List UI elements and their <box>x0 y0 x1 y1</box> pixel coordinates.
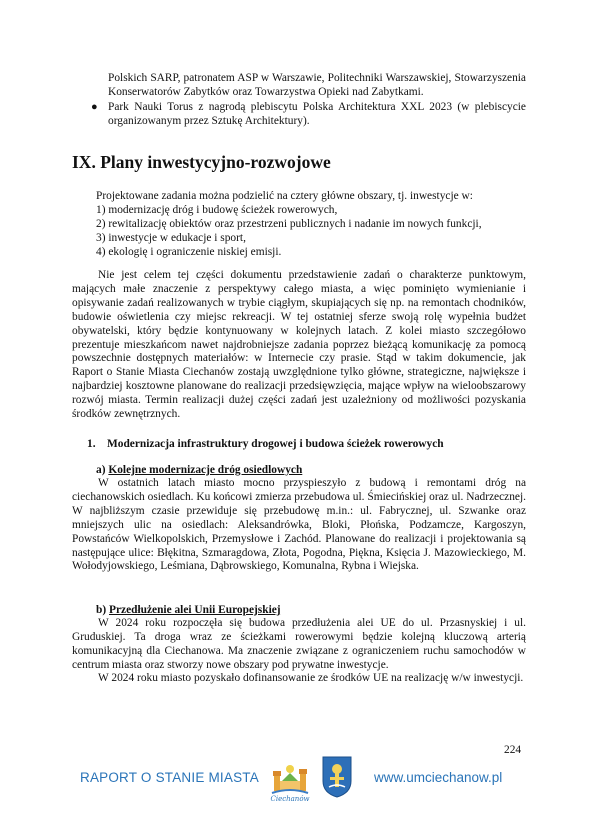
intro-line: 3) inwestycje w edukacje i sport, <box>96 231 246 244</box>
item-b-paragraph-1: W 2024 roku rozpoczęła się budowa przedłużenia alei UE do ul. Przasnyskiej i ul. Gruduskiej. Ta droga wraz ze ścieżkami rowerowymi będzie kolejną kluczową arterią komunikacyjną dla Ciechanowa. Ma znaczenie związane z ograniczeniem ruchu samochodów w centrum miasta oraz stworzy nowe obszary pod prywatne inwestycje. <box>72 617 526 671</box>
footer-website: www.umciechanow.pl <box>374 770 503 785</box>
item-a-heading <box>96 463 302 477</box>
subsection-title: Modernizacja infrastruktury drogowej i budowa ścieżek rowerowych <box>107 438 444 450</box>
intro-line: Projektowane zadania można podzielić na cztery główne obszary, tj. inwestycje w: <box>96 190 473 202</box>
bullet-list-item <box>91 101 526 129</box>
bullet-text: Park Nauki Torus z nagrodą plebiscytu Polska Architektura XXL 2023 (w plebiscycie organizowanym przez Sztukę Architektury). <box>108 101 526 127</box>
intro-line: 2) rewitalizację obiektów oraz przestrzeni publicznych i nadanie im nowych funkcji, <box>96 217 482 230</box>
bullet-icon: ● <box>91 101 98 113</box>
item-a-title: Kolejne modernizacje dróg osiedlowych <box>108 464 303 476</box>
continuation-text: Polskich SARP, patronatem ASP w Warszawie, Politechniki Warszawskiej, Stowarzyszenia Konserwatorów Zabytków oraz Towarzystwa Opieki nad Zabytkami. <box>108 72 526 98</box>
section-intro <box>96 190 526 260</box>
section-title: IX. Plany inwestycyjno-rozwojowe <box>72 152 331 172</box>
section-paragraph: Nie jest celem tej części dokumentu przedstawienie zadań o charakterze punktowym, mających małe znaczenie z perspektywy całego miasta, a więc pominięto wymienianie i opisywanie zadań realizowanych w trybie ciągłym, skupiających się np. na remontach chodników, budowie oświetlenia czy miejsc rekreacji. W tej ostatniej sferze swoją rolę wypełnia budżet obywatelski, który będzie kontynuowany w kolejnych latach. Z kolei miasto szczegółowo prezentuje mieszkańcom nawet najdrobniejsze zadania poprzez bieżącą komunikację za pomocą powszechnie dostępnych materiałów: w Internecie czy prasie. Stąd w takim dokumencie, jak Raport o Stanie Miasta Ciechanów zostają uwzględnione tylko główne, strategiczne, największe i najbardziej kosztowne planowane do realizacji przedsięwzięcia, mające wpływ na wieloobszarowy rozwój miasta. Termin realizacji dużej części zadań jest uzależniony od możliwości pozyskania środków zewnętrznych. <box>72 269 526 421</box>
footer-report-title: RAPORT O STANIE MIASTA <box>80 770 259 785</box>
item-b-heading <box>96 603 281 617</box>
page-number: 224 <box>504 744 522 756</box>
city-logo-text: Ciechanów <box>270 795 310 803</box>
item-b-title: Przedłużenie alei Unii Europejskiej <box>109 604 281 616</box>
coat-of-arms-icon <box>321 755 353 799</box>
item-b-paragraph-2: W 2024 roku miasto pozyskało dofinansowanie ze środków UE na realizację w/w inwestycji. <box>98 672 524 684</box>
item-b-label: b) <box>96 604 107 616</box>
subsection-number: 1. <box>87 438 96 450</box>
intro-line: 1) modernizację dróg i budowę ścieżek rowerowych, <box>96 203 338 216</box>
city-logo-icon <box>268 757 312 803</box>
intro-line: 4) ekologię i ograniczenie niskiej emisji. <box>96 245 282 258</box>
subsection-heading <box>87 437 444 451</box>
item-a-label: a) <box>96 464 106 476</box>
item-a-paragraph: W ostatnich latach miasto mocno przyspieszyło z budową i remontami dróg na ciechanowskich osiedlach. Ku końcowi zmierza przebudowa ul. Śmiecińskiej oraz ul. Nadrzecznej. W najbliższym czasie przewiduje się przebudowę m.in.: ul. Fabrycznej, ul. Szwanke oraz mniejszych ulic na osiedlach: Aleksandrówka, Bloki, Płońska, Podzamcze, Kargoszyn, Powstańców Wielkopolskich, Przemysłowe i Zachód. Planowane do realizacji i projektowania są następujące ulice: Błękitna, Szmaragdowa, Złota, Pogodna, Piękna, Księcia J. Mazowieckiego, M. Wołodyjowskiego, Leśmiana, Dąbrowskiego, Komunalna, Rybna i Wiejska. <box>72 477 526 573</box>
